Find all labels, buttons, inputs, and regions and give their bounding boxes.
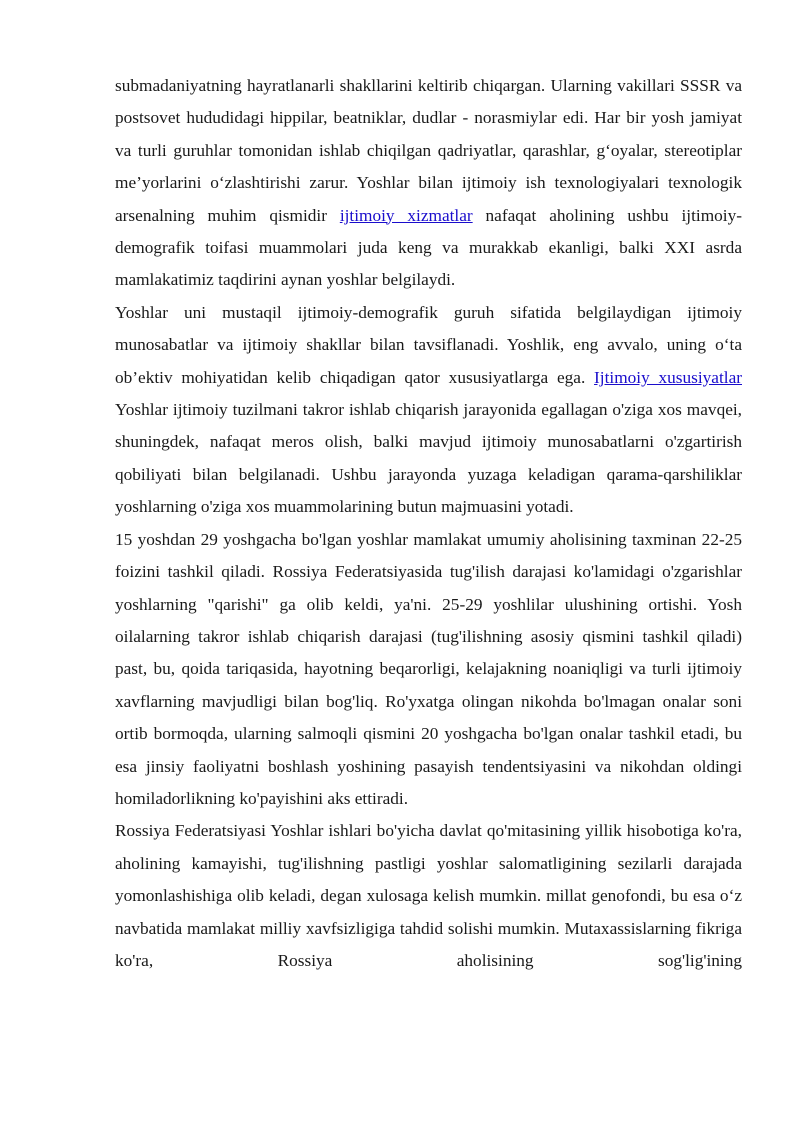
paragraph-2-text-end: Yoshlar ijtimoiy tuzilmani takror ishlab chiqarish jarayonida egallagan o'ziga xos mavqei, shuningdek, nafaqat meros olish, balki mavjud ijtimoiy munosabatlarni o'zgartirish qobiliyati bilan belgilanadi. Ushbu jarayonda yuzaga keladigan qarama-qarshiliklar yoshlarning o'ziga xos muammolarining butun majmuasini yotadi.	[115, 400, 742, 517]
link-ijtimoiy-xususiyatlar[interactable]: Ijtimoiy xususiyatlar	[594, 367, 742, 387]
body-text	[115, 70, 742, 977]
paragraph-2	[115, 297, 742, 524]
paragraph-1	[115, 70, 742, 297]
link-ijtimoiy-xizmatlar[interactable]: ijtimoiy xizmatlar	[339, 205, 473, 225]
paragraph-3: 15 yoshdan 29 yoshgacha bo'lgan yoshlar mamlakat umumiy aholisining taxminan 22-25 foizini tashkil qiladi. Rossiya Federatsiyasida tug'ilish darajasi ko'lamidagi o'zgarishlar yoshlarning "qarishi" ga olib keldi, ya'ni. 25-29 yoshlilar ulushining ortishi. Yosh oilalarning takror ishlab chiqarish darajasi (tug'ilishning asosiy qismini tashkil qiladi) past, bu, qoida tariqasida, hayotning beqarorligi, kelajakning noaniqligi va turli ijtimoiy xavflarning mavjudligi bilan bog'liq. Ro'yxatga olingan nikohda bo'lmagan onalar soni ortib bormoqda, ularning salmoqli qismini 20 yoshgacha bo'lgan onalar tashkil etadi, bu esa jinsiy faoliyatni boshlash yoshining pasayish tendentsiyasini va nikohdan oldingi homiladorlikning ko'payishini aks ettiradi.	[115, 529, 742, 808]
paragraph-2-text-start: Yoshlar uni mustaqil ijtimoiy-demografik guruh sifatida belgilaydigan ijtimoiy munosabatlar va ijtimoiy shakllar bilan tavsiflanadi. Yoshlik, eng avvalo, uning o‘ta ob’ektiv mohiyatidan kelib chiqadigan qator xususiyatlarga ega.	[115, 302, 742, 387]
paragraph-1-text-end: nafaqat aholining ushbu ijtimoiy-demografik toifasi muammolari juda keng va murakkab ekanligi, balki XXI asrda mamlakatimiz taqdirini aynan yoshlar belgilaydi.	[115, 205, 742, 290]
paragraph-4: Rossiya Federatsiyasi Yoshlar ishlari bo'yicha davlat qo'mitasining yillik hisobotiga ko'ra, aholining kamayishi, tug'ilishning pastligi yoshlar salomatligining sezilarli darajada yomonlashishiga olib keladi, degan xulosaga kelish mumkin. millat genofondi, bu esa o‘z navbatida mamlakat milliy xavfsizligiga tahdid solishi mumkin. Mutaxassislarning fikriga ko'ra, Rossiya aholisining sog'lig'ining	[115, 821, 742, 970]
paragraph-1-text-start: submadaniyatning hayratlanarli shakllarini keltirib chiqargan. Ularning vakillari SSSR va postsovet hududidagi hippilar, beatniklar, dudlar - norasmiylar edi. Har bir yosh jamiyat va turli guruhlar tomonidan ishlab chiqilgan qadriyatlar, qarashlar, g‘oyalar, stereotiplar me’yorlarini o‘zlashtirishi zarur. Yoshlar bilan ijtimoiy ish texnologiyalari texnologik arsenalning muhim qismidir	[115, 76, 742, 225]
